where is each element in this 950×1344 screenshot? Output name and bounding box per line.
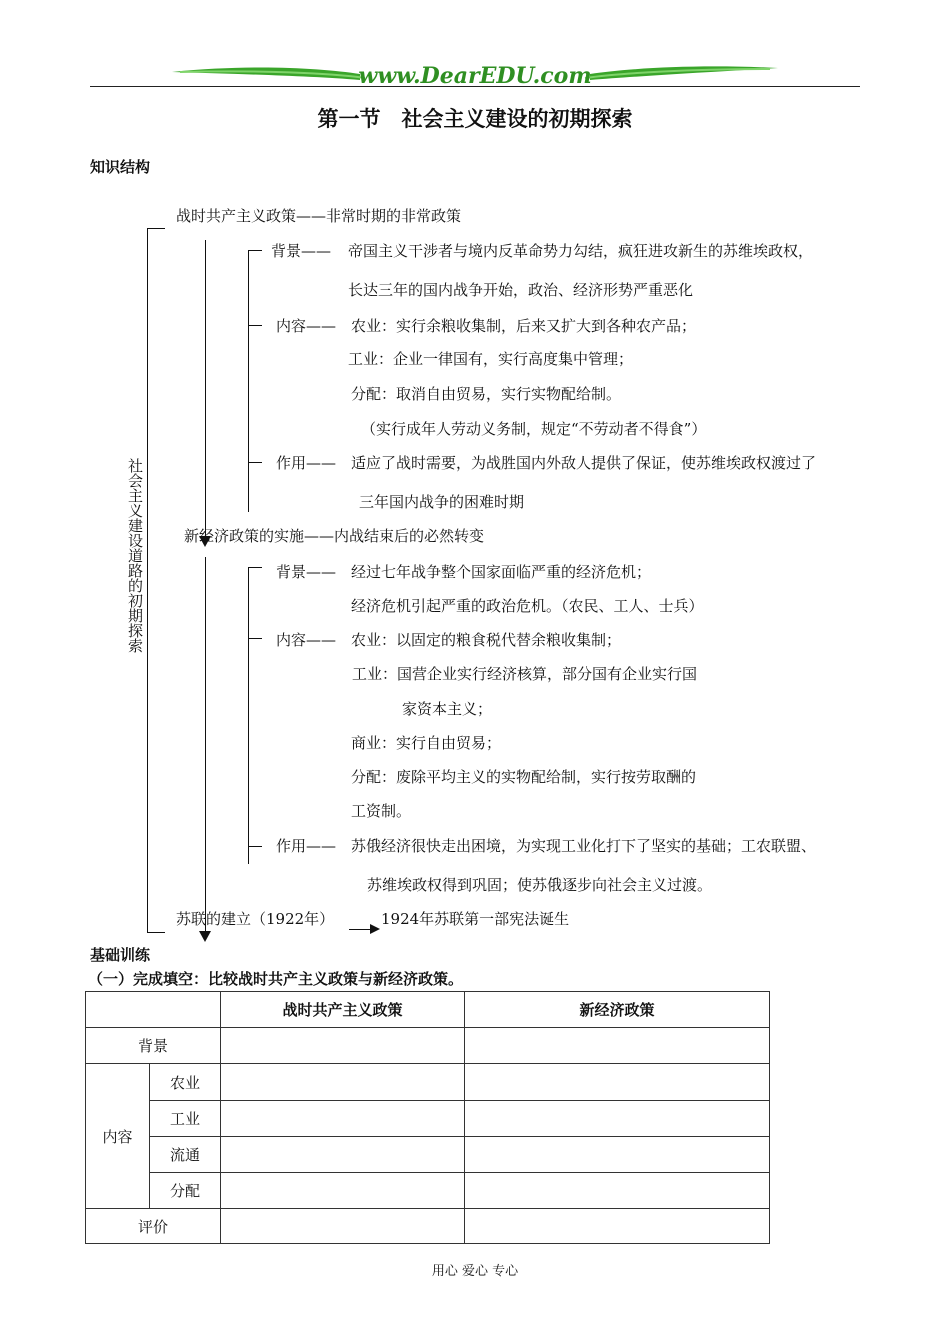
main-bracket-line [147, 228, 148, 932]
exercise-instruction: （一）完成填空：比较战时共产主义政策与新经济政策。 [88, 970, 464, 988]
branch2-bg-label: 背景—— [276, 563, 337, 581]
table-col-header-2: 新经济政策 [465, 992, 770, 1028]
row-label-content: 内容 [86, 1064, 150, 1209]
answer-cell-agri-1[interactable] [221, 1064, 465, 1101]
section-heading-training: 基础训练 [90, 946, 151, 964]
branch1-title: 战时共产主义政策——非常时期的非常政策 [176, 207, 462, 225]
sub-label-industry: 工业 [150, 1101, 221, 1137]
flow-line-1 [205, 240, 206, 540]
page-footer: 用心 爱心 专心 [431, 1264, 519, 1279]
row-label-evaluation: 评价 [86, 1209, 221, 1244]
branch2-bg-line1: 经过七年战争整个国家面临严重的经济危机； [351, 563, 652, 581]
site-logo-text: www.DearEDU.com [358, 63, 592, 89]
branch1-bg-line2: 长达三年的国内战争开始，政治、经济形势严重恶化 [348, 281, 694, 299]
answer-cell-bg-1[interactable] [221, 1028, 465, 1064]
main-bracket-top [147, 228, 165, 229]
branch2-effect-line1: 苏俄经济很快走出困境，为实现工业化打下了坚实的基础；工农联盟、 [351, 837, 817, 855]
branch1-effect-line2: 三年国内战争的困难时期 [359, 493, 525, 511]
branch2-title: 新经济政策的实施——内战结束后的必然转变 [184, 527, 485, 545]
branch2-content-dist-2: 工资制。 [351, 802, 412, 820]
branch1-content-note: （实行成年人劳动义务制，规定“不劳动者不得食”） [361, 420, 707, 438]
table-row [86, 1173, 770, 1209]
answer-cell-bg-2[interactable] [465, 1028, 770, 1064]
answer-cell-agri-2[interactable] [465, 1064, 770, 1101]
table-row [86, 1028, 770, 1064]
branch3-title: 苏联的建立（1922年） [176, 910, 335, 928]
branch2-bracket-line [248, 567, 249, 864]
branch1-tick-effect [248, 462, 262, 463]
branch1-bg-line1: 帝国主义干涉者与境内反革命势力勾结，疯狂进攻新生的苏维埃政权， [348, 242, 814, 260]
branch3-result: 1924年苏联第一部宪法诞生 [381, 910, 570, 928]
answer-cell-ind-1[interactable] [221, 1101, 465, 1137]
branch1-tick-bg [248, 250, 262, 251]
table-row [86, 1064, 770, 1101]
branch1-effect-line1: 适应了战时需要，为战胜国内外敌人提供了保证，使苏维埃政权渡过了 [351, 454, 817, 472]
branch2-bg-line2: 经济危机引起严重的政治危机。（农民、工人、士兵） [351, 597, 704, 615]
flow-line-2 [205, 557, 206, 935]
answer-cell-ind-2[interactable] [465, 1101, 770, 1137]
branch2-content-dist-1: 分配：废除平均主义的实物配给制，实行按劳取酬的 [351, 768, 697, 786]
branch2-tick-bg [248, 567, 262, 568]
branch1-bg-label: 背景—— [271, 242, 332, 260]
comparison-table [85, 991, 770, 1244]
table-row [86, 1137, 770, 1173]
branch2-content-ind-1: 工业：国营企业实行经济核算，部分国有企业实行国 [352, 665, 698, 683]
branch2-content-agri: 农业：以固定的粮食税代替余粮收集制； [351, 631, 622, 649]
answer-cell-eval-2[interactable] [465, 1209, 770, 1244]
sub-label-circulation: 流通 [150, 1137, 221, 1173]
flow-arrow-2 [199, 931, 211, 943]
sub-label-agriculture: 农业 [150, 1064, 221, 1101]
branch2-tick-effect [248, 846, 262, 847]
outline-vertical-label: 社会主义建设道路的初期探索 [126, 458, 144, 653]
branch1-bracket-line [248, 250, 249, 512]
branch1-tick-content [248, 325, 262, 326]
branch3-arrow-head [370, 924, 380, 934]
table-header-row [86, 992, 770, 1028]
answer-cell-trade-1[interactable] [221, 1137, 465, 1173]
row-label-background: 背景 [86, 1028, 221, 1064]
header-rule [90, 86, 860, 87]
branch2-tick-content [248, 638, 262, 639]
answer-cell-dist-2[interactable] [465, 1173, 770, 1209]
branch1-effect-label: 作用—— [276, 454, 337, 472]
main-bracket-bottom [147, 932, 165, 933]
branch1-content-agri: 农业：实行余粮收集制，后来又扩大到各种农产品； [351, 317, 697, 335]
answer-cell-eval-1[interactable] [221, 1209, 465, 1244]
branch2-content-label: 内容—— [276, 631, 337, 649]
branch2-content-ind-2: 家资本主义； [402, 700, 493, 718]
branch1-content-ind: 工业：企业一律国有，实行高度集中管理； [348, 350, 634, 368]
table-col-header-1: 战时共产主义政策 [221, 992, 465, 1028]
section-heading-knowledge: 知识结构 [90, 158, 151, 176]
branch1-content-label: 内容—— [276, 317, 337, 335]
branch2-effect-line2: 苏维埃政权得到巩固；使苏俄逐步向社会主义过渡。 [367, 876, 713, 894]
branch2-content-trade: 商业：实行自由贸易； [351, 734, 502, 752]
answer-cell-dist-1[interactable] [221, 1173, 465, 1209]
answer-cell-trade-2[interactable] [465, 1137, 770, 1173]
table-row [86, 1101, 770, 1137]
table-corner-cell [86, 992, 221, 1028]
branch1-content-dist: 分配：取消自由贸易，实行实物配给制。 [351, 385, 622, 403]
branch2-effect-label: 作用—— [276, 837, 337, 855]
table-row [86, 1209, 770, 1244]
sub-label-distribution: 分配 [150, 1173, 221, 1209]
page-title: 第一节 社会主义建设的初期探索 [317, 107, 633, 131]
